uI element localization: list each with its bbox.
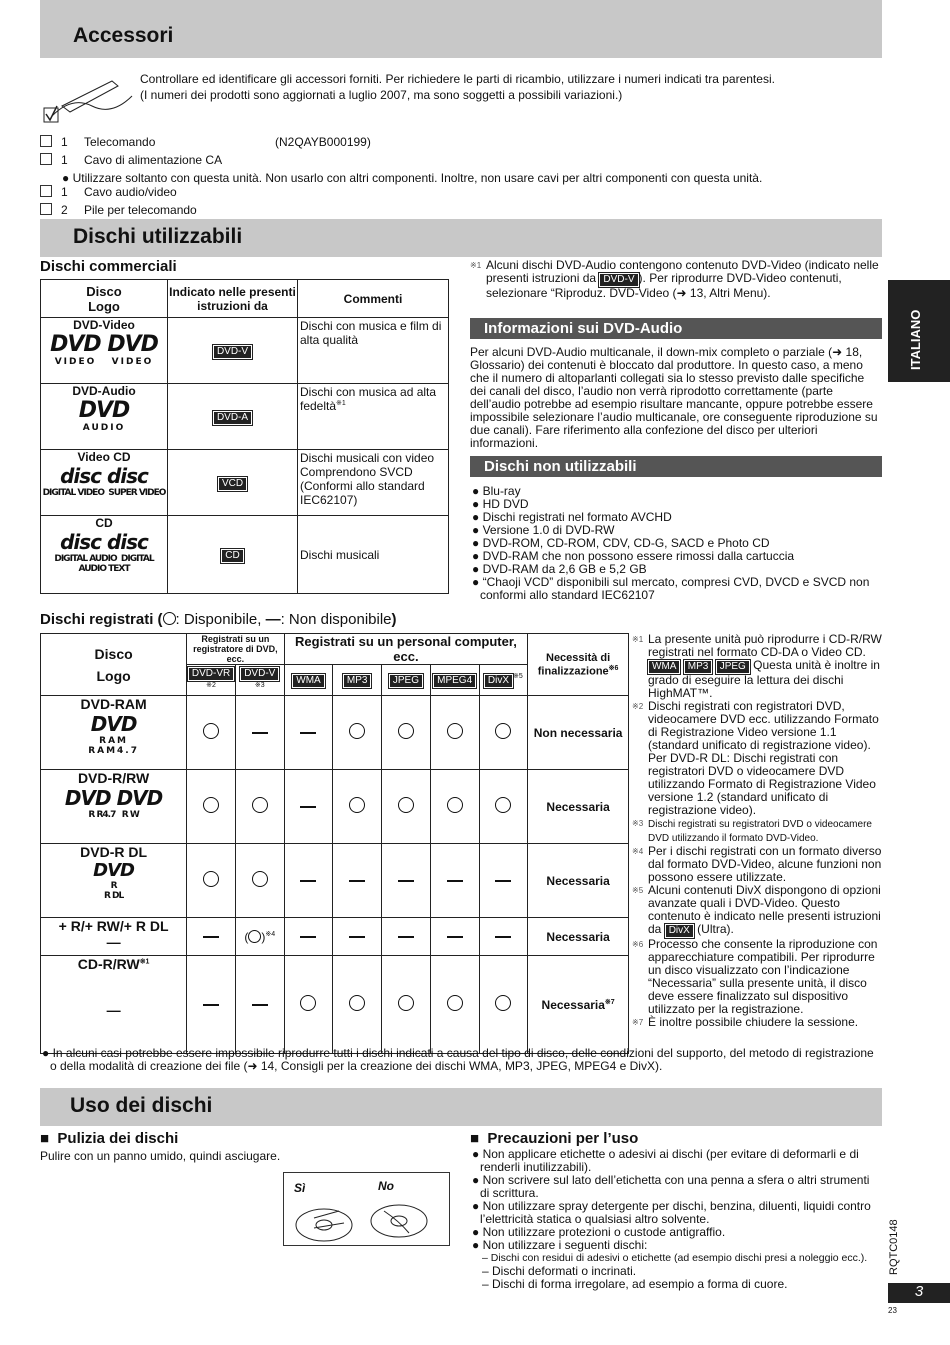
qty: 1 bbox=[61, 185, 68, 199]
available-icon bbox=[163, 612, 176, 625]
table-row bbox=[41, 956, 629, 1054]
availability-cell bbox=[284, 770, 333, 844]
available-icon bbox=[495, 723, 511, 739]
dvd-video-logo: DVD DVD VIDEO VIDEO bbox=[50, 332, 158, 367]
side-tab-label: ITALIANO bbox=[908, 309, 923, 370]
available-icon bbox=[398, 723, 414, 739]
availability-cell bbox=[479, 956, 528, 1054]
footnote: ※2 Dischi registrati con registratori DVD, videocamere DVD ecc. utilizzando Formato di Registrazione Video versione 1.1 (standard unificato di registrazione video). Per DVD-R DL: Dischi registrati con registratori DVD o videocamere DVD utilizzando Formato di Registrazione Video versione 1.2 (standard unificato di registrazione video). bbox=[632, 699, 879, 817]
comment: Dischi con musica e film di alta qualità bbox=[298, 318, 449, 384]
header-finalizzazione: Necessità di finalizzazione$^{※6}$ bbox=[528, 634, 629, 696]
footnote: ※4 Per i dischi registrati con un formato diverso dal formato DVD-Video, alcune funzioni non possono essere utilizzate. bbox=[632, 844, 882, 884]
format-tag-cell bbox=[382, 665, 431, 696]
h-disco: Disco bbox=[86, 283, 122, 299]
available-icon bbox=[447, 723, 463, 739]
disc-cell bbox=[41, 384, 168, 450]
footnote-1 bbox=[470, 259, 880, 300]
unavailable-icon bbox=[252, 732, 268, 734]
note-text: In alcuni casi potrebbe essere impossibile riprodurre tutti i dischi indicati a causa del tipo di disco, delle condizioni del supporto, del metodo di registrazione o della modalità di creazione dei file (➜ 14, Consigli per la creazione dei dischi WMA, MP3, JPEG, MPEG4 e DivX). bbox=[50, 1046, 874, 1073]
availability-cell: ( )$^{※4}$ bbox=[235, 918, 284, 956]
footnote-mark: ※1 bbox=[336, 400, 346, 407]
precaution-item: ● Non utilizzare i seguenti dischi: bbox=[472, 1238, 648, 1252]
side-tab bbox=[888, 280, 950, 382]
accessory-item bbox=[40, 135, 371, 149]
available-icon bbox=[495, 995, 511, 1011]
info-dvd-audio-text: Per alcuni DVD-Audio multicanale, il down-mix completo o parziale (➜ 18, Glossario) dei contenuti è bloccato dal produttore. In questo caso, a meno che il numero di altoparlanti collegati sia lo stesso previsto dalle specifiche dei canali del disco, l’audio non verrà riprodotto correttamente (parte dell’audio potrebbe ad esempio risultare mancante, oppure potrebbe essere impossibile selezionare l’audio multicanale, ore conseguente riproduzione su due canali). Fare riferimento alla confezione del disco per ulteriori informazioni. bbox=[470, 345, 878, 450]
unavailable-icon bbox=[300, 936, 316, 938]
h-disco: Disco bbox=[94, 645, 133, 662]
available-icon bbox=[252, 871, 268, 887]
disc-name: DVD-Video bbox=[73, 318, 135, 332]
disc-cell: DVD-RAM DVD RAM RAM4.7 bbox=[41, 696, 187, 770]
available-icon bbox=[203, 797, 219, 813]
disc-name: + R/+ RW/+ R DL bbox=[58, 918, 169, 934]
format-tag-cell bbox=[430, 665, 479, 696]
unavailable-icon bbox=[495, 880, 511, 882]
format-tag: MPEG4 bbox=[433, 674, 476, 688]
availability-cell bbox=[333, 770, 382, 844]
qty: 1 bbox=[61, 153, 68, 167]
availability-cell bbox=[187, 918, 236, 956]
availability-cell bbox=[284, 844, 333, 918]
disc-name: Video CD bbox=[77, 450, 131, 464]
small-page-number: 23 bbox=[888, 1306, 897, 1315]
disc-cell bbox=[41, 318, 168, 384]
tag-dvd-v: DVD-V bbox=[213, 345, 252, 359]
availability-cell bbox=[187, 696, 236, 770]
footnote: ※3 Dischi registrati su registratori DVD o videocamere DVD utilizzando il formato DVD-Video. bbox=[632, 819, 872, 844]
availability-cell bbox=[284, 918, 333, 956]
available-icon bbox=[300, 995, 316, 1011]
item-name: Pile per telecomando bbox=[84, 203, 197, 217]
availability-cell bbox=[430, 770, 479, 844]
availability-cell bbox=[430, 956, 479, 1054]
available-icon bbox=[495, 797, 511, 813]
unavailable-icon bbox=[203, 936, 219, 938]
unavailable-icon bbox=[300, 880, 316, 882]
registrati-note: ● In alcuni casi potrebbe essere impossibile riprodurre tutti i dischi indicati a causa del tipo di disco, delle condizioni del supporto, del metodo di registrazione o della modalità di creazione dei file (➜ 14, Consigli per la creazione dei dischi WMA, MP3, JPEG, MPEG4 e DivX). bbox=[42, 1046, 874, 1073]
unavailable-icon bbox=[300, 732, 316, 734]
table-row bbox=[41, 696, 629, 770]
disc-cell: DVD-R/RW DVD DVD R R4.7 R W bbox=[41, 770, 187, 844]
tag-vcd: VCD bbox=[218, 477, 247, 491]
availability-cell bbox=[333, 844, 382, 918]
precaution-item: ● Non utilizzare spray detergente per dischi, benzina, diluenti, liquidi contro l’elettricità statica o qualsiasi altro solvente. bbox=[472, 1199, 871, 1226]
comment-text: Dischi con musica ad alta fedeltà bbox=[300, 385, 437, 413]
non-item: ● HD DVD bbox=[472, 497, 529, 511]
unavailable-icon bbox=[349, 936, 365, 938]
footnote: ※7 È inoltre possibile chiudere la sessione. bbox=[632, 1015, 859, 1029]
disc-cell: DVD-R DL DVD R R DL bbox=[41, 844, 187, 918]
finalization-cell: Necessaria bbox=[528, 770, 629, 844]
fn-text: Alcuni dischi DVD-Audio contengono contenuto DVD-Video (indicato nelle presenti istruzioni da DVD-V ). Per riprodurre DVD-Video contenuti, selezionare “Riproduz. DVD-Video (➜ 13, Altri Menu). bbox=[486, 258, 879, 300]
cleaning-illustration bbox=[283, 1172, 450, 1246]
precaution-subitem: – Dischi deformati o incrinati. bbox=[482, 1264, 637, 1278]
accessory-item bbox=[40, 203, 197, 217]
format-tag-cell: DVD-VR$^{※2}$ bbox=[187, 665, 236, 696]
unavailable-icon bbox=[203, 1004, 219, 1006]
commerciali-title: Dischi commerciali bbox=[40, 258, 177, 275]
non-item: ● Dischi registrati nel formato AVCHD bbox=[472, 510, 672, 524]
pulizia-text: Pulire con un panno umido, quindi asciugare. bbox=[40, 1149, 281, 1163]
disc-name: DVD-R DL bbox=[80, 844, 148, 860]
registrati-title: Dischi registrati ( : Disponibile, —: Non disponibile) bbox=[40, 611, 397, 628]
section-title: Uso dei dischi bbox=[70, 1094, 213, 1117]
qty: 1 bbox=[61, 135, 68, 149]
note-text: Utilizzare soltanto con questa unità. Non usarlo con altri componenti. Inoltre, non usare cavi per altri componenti con questa unità. bbox=[72, 171, 763, 185]
precaution-subitem: – Dischi con residui di adesivi o etichette (ad esempio dischi presi a noleggio ecc.). bbox=[482, 1252, 868, 1264]
section-title: Accessori bbox=[73, 24, 174, 47]
disc-name: DVD-RAM bbox=[80, 696, 147, 712]
format-tag-cell: DVD-$V^{※3}$ bbox=[235, 665, 284, 696]
format-tag: DVD-VR bbox=[188, 667, 234, 681]
non-utilizzabili-list bbox=[470, 485, 882, 602]
footnotes-column bbox=[632, 633, 882, 1029]
checkbox[interactable] bbox=[40, 153, 52, 165]
availability-cell bbox=[187, 844, 236, 918]
precauzioni-title-text: Precauzioni per l’uso bbox=[487, 1130, 639, 1147]
footnote: ※5 Alcuni contenuti DivX dispongono di opzioni avanzate quali i DVD-Video. Questo contenuto è indicato nelle presenti istruzioni da DivX (Ultra). bbox=[632, 883, 881, 936]
pen-checkbox-illustration bbox=[42, 76, 137, 126]
accessori-header bbox=[40, 0, 882, 58]
item-name: Cavo di alimentazione CA bbox=[84, 153, 223, 167]
dvd-audio-logo: DVD AUDIO bbox=[78, 398, 130, 433]
finalization-cell: Necessaria bbox=[528, 844, 629, 918]
tag-cd: CD bbox=[221, 549, 243, 563]
available-icon bbox=[349, 797, 365, 813]
tag-dvd-v: DVD-V bbox=[599, 273, 638, 287]
tag-dvd-a: DVD-A bbox=[213, 411, 252, 425]
disc-name: CD bbox=[95, 516, 113, 530]
format-tag-cell bbox=[333, 665, 382, 696]
reg-legend-available: : Disponibile, bbox=[175, 611, 266, 628]
h-logo: Logo bbox=[88, 298, 120, 314]
available-icon bbox=[447, 995, 463, 1011]
item-name: Cavo audio/video bbox=[84, 185, 177, 199]
pulizia-title-text: Pulizia dei dischi bbox=[57, 1130, 179, 1147]
precauzioni-title: ■ Precauzioni per l’uso bbox=[470, 1130, 639, 1147]
availability-cell bbox=[235, 770, 284, 844]
video-cd-logo: disc disc DIGITAL VIDEO SUPER VIDEO bbox=[42, 464, 166, 498]
doc-code: RQTC0148 bbox=[888, 1219, 900, 1275]
available-icon bbox=[203, 723, 219, 739]
accessori-intro: Controllare ed identificare gli accessori forniti. Per richiedere le parti di ricambio, utilizzare i numeri indicati tra parentesi. bbox=[140, 72, 775, 86]
unavailable-icon bbox=[447, 936, 463, 938]
uso-header bbox=[40, 1088, 882, 1126]
format-tag: WMA bbox=[292, 674, 324, 688]
h-fin-text: Necessità di finalizzazione bbox=[537, 651, 611, 678]
comment bbox=[298, 384, 449, 450]
available-icon bbox=[203, 871, 219, 887]
qty: 2 bbox=[61, 203, 68, 217]
availability-cell bbox=[235, 844, 284, 918]
item-name: Telecomando bbox=[84, 135, 156, 149]
header-disco-logo bbox=[41, 280, 168, 318]
availability-cell bbox=[479, 696, 528, 770]
unavailable-icon bbox=[447, 880, 463, 882]
header-pc: Registrati su un personal computer, ecc. bbox=[284, 634, 528, 665]
page-number: 3 bbox=[914, 1283, 924, 1300]
disc-cell: + R/+ RW/+ R DL — bbox=[41, 918, 187, 956]
info-dvd-audio-title: Informazioni sui DVD-Audio bbox=[470, 318, 882, 339]
format-tag-cell bbox=[284, 665, 333, 696]
accessory-item bbox=[40, 185, 177, 199]
unavailable-icon bbox=[300, 806, 316, 808]
availability-cell bbox=[382, 770, 431, 844]
fn-mark: ※1 bbox=[470, 261, 482, 270]
availability-cell bbox=[187, 956, 236, 1054]
recorded-discs-table bbox=[40, 633, 629, 1054]
header-dvd-recorder: Registrati su un registratore di DVD, ecc. bbox=[187, 634, 284, 665]
checkbox[interactable] bbox=[40, 203, 52, 215]
availability-cell bbox=[235, 696, 284, 770]
precaution-item: ● Non utilizzare protezioni o custode antigraffio. bbox=[472, 1225, 726, 1239]
disc-cell bbox=[41, 516, 168, 594]
accessory-item bbox=[40, 153, 223, 167]
precaution-item: ● Non applicare etichette o adesivi ai dischi (per evitare di deformarli e di renderli inutilizzabili). bbox=[472, 1147, 859, 1174]
unavailable-icon bbox=[398, 936, 414, 938]
pulizia-title: ■ Pulizia dei dischi bbox=[40, 1130, 179, 1147]
finalization-cell: Necessaria bbox=[528, 918, 629, 956]
availability-cell bbox=[382, 956, 431, 1054]
comment: Dischi musicali bbox=[298, 516, 449, 594]
unavailable-icon bbox=[495, 936, 511, 938]
availability-cell bbox=[430, 696, 479, 770]
availability-cell bbox=[333, 918, 382, 956]
availability-cell bbox=[430, 844, 479, 918]
footnote: ※6 Processo che consente la riproduzione con apparecchiature compatibili. Per riprodurre un disco visualizzato con l’indicazione “Necessaria” sulla presente unità, il disco deve essere finalizzato sul dispositivo utilizzato per la registrazione. bbox=[632, 937, 878, 1016]
header-indicato: Indicato nelle presenti istruzioni da bbox=[168, 280, 298, 318]
header-commenti: Commenti bbox=[298, 280, 449, 318]
availability-cell bbox=[187, 770, 236, 844]
header-disco-logo bbox=[41, 634, 187, 696]
availability-cell bbox=[479, 844, 528, 918]
disc-cell bbox=[41, 450, 168, 516]
format-tag: JPEG bbox=[389, 674, 423, 688]
si-label: Sì bbox=[294, 1181, 306, 1195]
precaution-subitem: – Dischi di forma irregolare, ad esempio a forma di cuore. bbox=[482, 1277, 788, 1291]
unavailable-icon bbox=[349, 880, 365, 882]
commercial-discs-table bbox=[40, 279, 449, 594]
checkbox[interactable] bbox=[40, 135, 52, 147]
unavailable-icon bbox=[252, 1004, 268, 1006]
no-label: No bbox=[378, 1179, 394, 1193]
available-icon bbox=[447, 797, 463, 813]
available-icon bbox=[398, 797, 414, 813]
non-item: ● “Chaoji VCD” disponibili sul mercato, compresi CVD, DVCD e SVCD non conformi allo standard IEC62107 bbox=[472, 575, 870, 602]
availability-cell bbox=[333, 956, 382, 1054]
section-title: Dischi utilizzabili bbox=[73, 225, 243, 248]
availability-cell bbox=[382, 696, 431, 770]
accessori-intro-2: (I numeri dei prodotti sono aggiornati a luglio 2007, ma sono soggetti a possibili variazioni.) bbox=[140, 88, 623, 102]
format-tag: DivX bbox=[484, 674, 513, 688]
footnote: ※1 La presente unità può riprodurre i CD-R/RW registrati nel formato CD-DA o Video CD. WMA MP3 JPEG Questa unità è inoltre in grado di eseguire la lettura dei dischi HighMAT™. bbox=[632, 632, 882, 700]
precaution-item: ● Non scrivere sul lato dell’etichetta con una penna a sfera o altri strumenti di scrittura. bbox=[472, 1173, 870, 1200]
accessori-note: ● Utilizzare soltanto con questa unità. Non usarlo con altri componenti. Inoltre, non usare cavi per altri componenti con questa unità. bbox=[62, 171, 763, 185]
availability-cell bbox=[284, 956, 333, 1054]
comment: Dischi musicali con video Comprendono SVCD (Conformi allo standard IEC62107) bbox=[298, 450, 449, 516]
format-tag: MP3 bbox=[343, 674, 372, 688]
reg-legend-na: : Non disponibile bbox=[280, 611, 392, 628]
table-row bbox=[41, 770, 629, 844]
finalization-cell: Non necessaria bbox=[528, 696, 629, 770]
table-row bbox=[41, 844, 629, 918]
item-code: (N2QAYB000199) bbox=[275, 135, 371, 149]
available-icon bbox=[252, 797, 268, 813]
availability-cell bbox=[333, 696, 382, 770]
disc-name: CD-R/RW bbox=[77, 956, 140, 972]
disc-name: DVD-Audio bbox=[72, 384, 136, 398]
non-item: ● DVD-RAM da 2,6 GB e 5,2 GB bbox=[472, 562, 647, 576]
non-item: ● DVD-ROM, CD-ROM, CDV, CD-G, SACD e Photo CD bbox=[472, 536, 770, 550]
h-logo: Logo bbox=[96, 667, 131, 684]
dischi-header bbox=[40, 219, 882, 257]
table-row bbox=[41, 918, 629, 956]
availability-cell bbox=[382, 918, 431, 956]
availability-cell bbox=[430, 918, 479, 956]
format-tag-cell: DivX $^{※5}$ bbox=[479, 665, 528, 696]
availability-cell bbox=[479, 918, 528, 956]
page-number-box bbox=[888, 1283, 950, 1303]
availability-cell bbox=[382, 844, 431, 918]
unavailable-icon bbox=[398, 880, 414, 882]
non-item: ● DVD-RAM che non possono essere rimossi dalla cartuccia bbox=[472, 549, 795, 563]
available-icon bbox=[349, 995, 365, 1011]
available-icon bbox=[248, 930, 261, 943]
available-icon bbox=[349, 723, 365, 739]
availability-cell bbox=[479, 770, 528, 844]
non-utilizzabili-title: Dischi non utilizzabili bbox=[470, 456, 882, 477]
finalization-cell: Necessaria$^{※7}$ bbox=[528, 956, 629, 1054]
availability-cell bbox=[284, 696, 333, 770]
format-tag: DVD-V bbox=[240, 667, 279, 681]
cd-logo: disc disc DIGITAL AUDIO DIGITAL AUDIO TEXT bbox=[54, 530, 154, 574]
precauzioni-list bbox=[470, 1148, 882, 1291]
non-item: ● Versione 1.0 di DVD-RW bbox=[472, 523, 615, 537]
reg-title-text: Dischi registrati ( bbox=[40, 611, 163, 628]
checkbox[interactable] bbox=[40, 185, 52, 197]
disc-name: DVD-R/RW bbox=[77, 770, 150, 786]
non-item: ● Blu-ray bbox=[472, 484, 521, 498]
available-icon bbox=[398, 995, 414, 1011]
disc-cell: CD-R/RW$^{※1}$ — bbox=[41, 956, 187, 1054]
availability-cell bbox=[235, 956, 284, 1054]
